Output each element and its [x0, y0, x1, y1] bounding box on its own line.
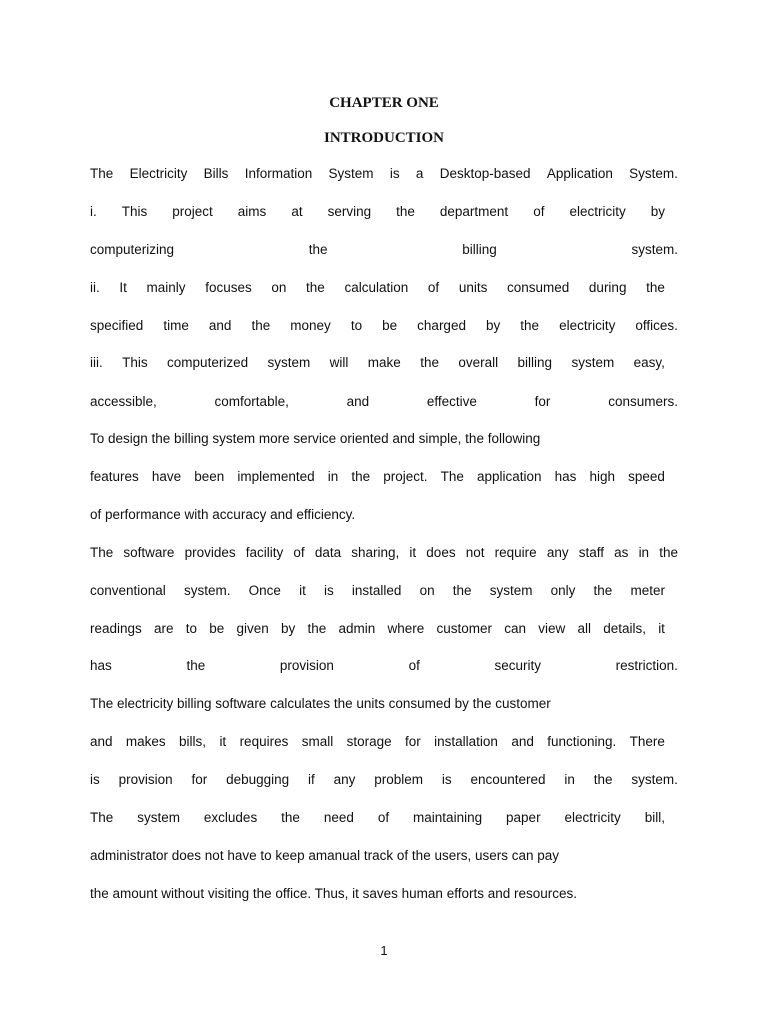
word: billing [517, 355, 553, 370]
word: the [659, 545, 678, 560]
word: department [439, 204, 509, 219]
word: features [90, 469, 139, 484]
word: it [658, 621, 665, 636]
word: electricity [564, 810, 621, 825]
word: provision [279, 658, 334, 673]
word: for [405, 734, 421, 749]
word: the [593, 772, 613, 787]
word: it [299, 583, 306, 598]
word: need [323, 810, 354, 825]
word: the [307, 621, 327, 636]
word: high [589, 469, 616, 484]
word: by [486, 318, 501, 333]
word: Electricity [129, 166, 188, 181]
word: has [554, 469, 577, 484]
word: system [489, 583, 533, 598]
body-line [90, 581, 665, 601]
word: the [396, 204, 415, 219]
word: any [333, 772, 356, 787]
word: at [291, 204, 303, 219]
body-line [90, 202, 665, 222]
word: on [271, 280, 287, 295]
word: requires [239, 734, 289, 749]
word: comfortable, [214, 394, 289, 409]
word: is [90, 772, 100, 787]
chapter-heading: CHAPTER ONE [329, 95, 439, 111]
word: admin [338, 621, 376, 636]
word: if [308, 772, 315, 787]
word: in [638, 545, 650, 560]
word: the [520, 318, 540, 333]
word: provision [118, 772, 173, 787]
body-line [90, 316, 678, 336]
word: time [163, 318, 189, 333]
word: the [251, 318, 271, 333]
word: computerizing [90, 242, 175, 257]
word: This [121, 204, 148, 219]
body-line [90, 240, 678, 260]
word: details, [603, 621, 646, 636]
word: problem [374, 772, 423, 787]
word: of [533, 204, 545, 219]
word: computerized [167, 355, 249, 370]
word: functioning. [547, 734, 617, 749]
word: and [346, 394, 370, 409]
word: and [208, 318, 232, 333]
word: system [137, 810, 180, 825]
word: as [614, 545, 629, 560]
word: in [327, 469, 339, 484]
word: a [415, 166, 424, 181]
word: staff [578, 545, 605, 560]
word: consumed [506, 280, 570, 295]
word: System. [629, 166, 678, 181]
page-number: 1 [380, 943, 388, 958]
word: electricity [569, 204, 626, 219]
word: ii. [90, 280, 100, 295]
word: Bills [203, 166, 229, 181]
word: any [546, 545, 569, 560]
word: and [511, 734, 534, 749]
word: system [571, 355, 615, 370]
word: This [122, 355, 148, 370]
word: require [494, 545, 537, 560]
word: of [408, 658, 420, 673]
word: Desktop-based [439, 166, 531, 181]
word: The [90, 166, 114, 181]
word: is [441, 772, 452, 787]
word: money [290, 318, 331, 333]
word: does [426, 545, 456, 560]
body-line [90, 392, 678, 412]
word: Application [546, 166, 613, 181]
word: provides [184, 545, 236, 560]
word: during [588, 280, 627, 295]
word: it [409, 545, 417, 560]
word: accessible, [90, 394, 157, 409]
word: Once [248, 583, 281, 598]
word: focuses [205, 280, 252, 295]
word: The [90, 545, 114, 560]
word: can [504, 621, 526, 636]
body-line [90, 808, 665, 828]
word: the [351, 469, 371, 484]
word: sharing, [351, 545, 400, 560]
word: is [389, 166, 400, 181]
body-line: To design the billing system more service oriented and simple, the following [90, 431, 541, 446]
word: debugging [226, 772, 290, 787]
word: System [328, 166, 374, 181]
word: the [646, 280, 665, 295]
word: meter [630, 583, 665, 598]
word: conventional [90, 583, 166, 598]
word: system. [183, 583, 231, 598]
word: calculation [344, 280, 409, 295]
word: the [420, 355, 439, 370]
word: on [419, 583, 435, 598]
body-line [90, 543, 678, 563]
word: all [577, 621, 591, 636]
word: application [477, 469, 542, 484]
word: storage [346, 734, 392, 749]
word: for [534, 394, 551, 409]
word: The [90, 810, 114, 825]
word: bills, [179, 734, 207, 749]
body-line [90, 656, 678, 676]
word: effective [426, 394, 477, 409]
word: makes [125, 734, 166, 749]
word: project [172, 204, 213, 219]
word: iii. [90, 355, 103, 370]
word: mainly [146, 280, 186, 295]
word: easy, [633, 355, 665, 370]
body-line [90, 770, 678, 790]
word: been [194, 469, 225, 484]
word: It [119, 280, 127, 295]
word: be [209, 621, 225, 636]
word: billing [462, 242, 497, 257]
word: to [350, 318, 363, 333]
word: installation [434, 734, 498, 749]
body-line: of performance with accuracy and efficiency. [90, 507, 356, 522]
word: where [387, 621, 425, 636]
word: the [452, 583, 472, 598]
word: of [377, 810, 390, 825]
word: only [550, 583, 576, 598]
word: overall [458, 355, 499, 370]
word: installed [351, 583, 402, 598]
word: specified [90, 318, 144, 333]
word: have [151, 469, 182, 484]
word: security [494, 658, 541, 673]
word: make [367, 355, 401, 370]
word: by [280, 621, 296, 636]
word: The [440, 469, 464, 484]
word: view [538, 621, 566, 636]
word: the [186, 658, 206, 673]
word: to [185, 621, 198, 636]
body-line: The electricity billing software calculates the units consumed by the customer [90, 696, 551, 711]
word: the [306, 280, 325, 295]
word: charged [417, 318, 466, 333]
word: given [236, 621, 269, 636]
body-line: administrator does not have to keep amanual track of the users, users can pay [90, 848, 560, 863]
word: has [90, 658, 112, 673]
word: i. [90, 204, 97, 219]
word: system. [631, 772, 678, 787]
word: software [123, 545, 175, 560]
word: are [154, 621, 174, 636]
word: not [465, 545, 485, 560]
body-line [90, 278, 665, 298]
word: in [564, 772, 575, 787]
section-title: INTRODUCTION [323, 130, 444, 146]
word: project. [383, 469, 428, 484]
word: excludes [203, 810, 258, 825]
word: for [191, 772, 208, 787]
word: will [329, 355, 349, 370]
word: serving [327, 204, 372, 219]
word: implemented [237, 469, 315, 484]
word: restriction. [615, 658, 678, 673]
word: the [281, 810, 300, 825]
word: Information [244, 166, 313, 181]
word: of [293, 545, 305, 560]
word: the [308, 242, 328, 257]
word: offices. [635, 318, 678, 333]
word: of [427, 280, 440, 295]
word: is [323, 583, 334, 598]
body-line [90, 467, 665, 487]
word: facility [245, 545, 284, 560]
word: encountered [470, 772, 546, 787]
word: bill, [644, 810, 665, 825]
word: units [458, 280, 488, 295]
word: paper [506, 810, 541, 825]
word: small [301, 734, 334, 749]
word: electricity [559, 318, 616, 333]
word: customer [436, 621, 492, 636]
word: readings [90, 621, 142, 636]
word: consumers. [608, 394, 678, 409]
body-line [90, 353, 665, 373]
word: data [314, 545, 342, 560]
word: it [219, 734, 227, 749]
word: There [629, 734, 665, 749]
word: aims [237, 204, 267, 219]
word: maintaining [413, 810, 483, 825]
word: system [267, 355, 311, 370]
body-line [90, 164, 678, 184]
word: speed [628, 469, 665, 484]
body-line [90, 732, 665, 752]
word: the [593, 583, 613, 598]
word: system. [631, 242, 678, 257]
body-line [90, 619, 665, 639]
word: and [90, 734, 113, 749]
word: be [382, 318, 398, 333]
word: by [650, 204, 665, 219]
body-line: the amount without visiting the office. Thus, it saves human efforts and resources. [90, 886, 578, 901]
